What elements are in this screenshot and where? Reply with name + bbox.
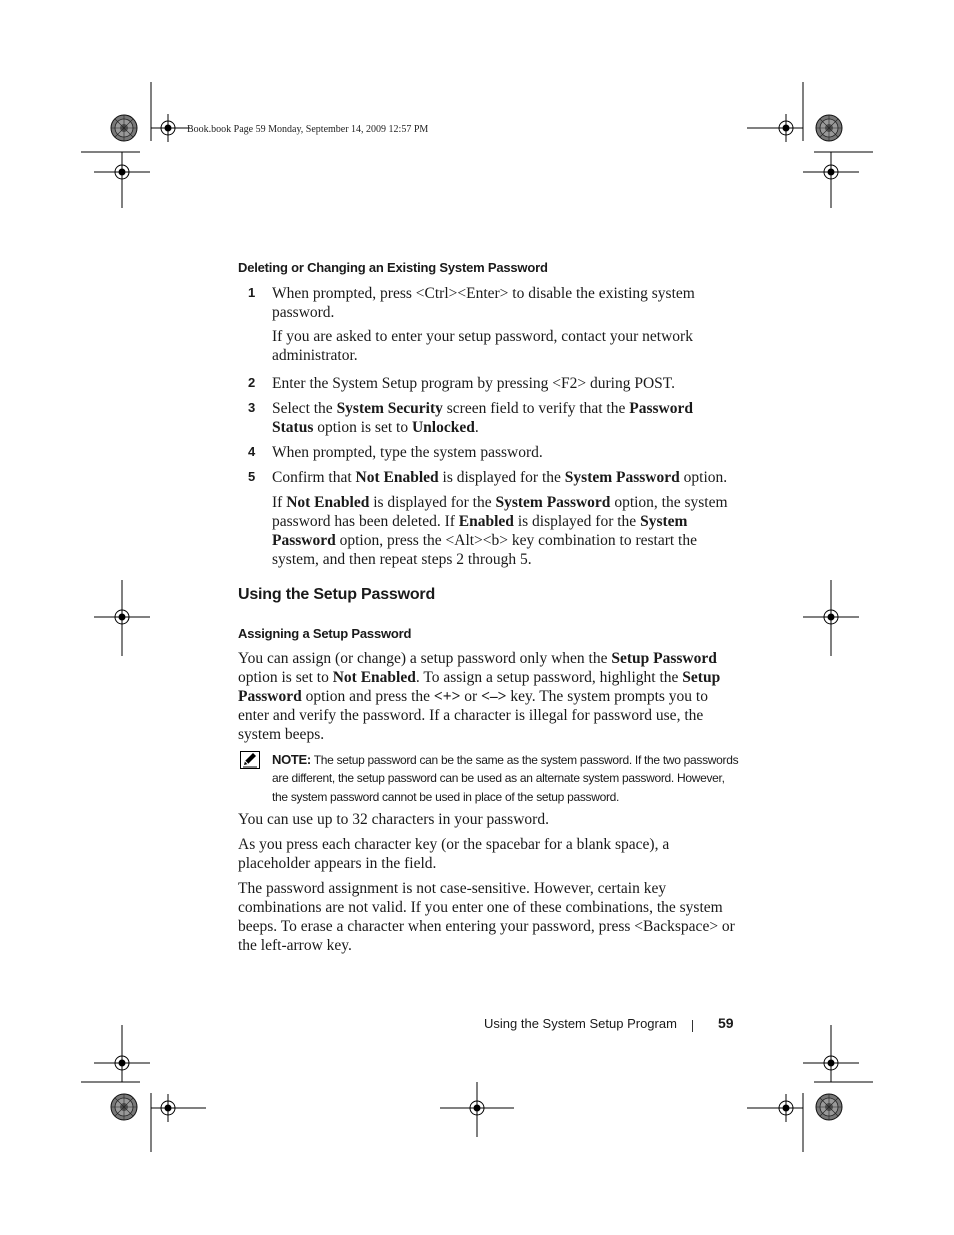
registration-star-icon — [816, 115, 842, 141]
paragraph-assign: You can assign (or change) a setup password only when the Setup Password option is set to Not Enabled. To assign a setup password, highlight the Setup Password option and press the <+> or <–> key. The system prompts you to enter and verify the password. If a character is illegal for password use, the system beeps. — [238, 650, 721, 743]
ui-term: System Password — [495, 494, 611, 511]
note-text: NOTE: The setup password can be the same as the system password. If the two passwords are different, the setup password can be used as an alternate system password. However, the system password cannot be used in place of the setup password. — [272, 752, 739, 804]
step-text: Confirm that Not Enabled is displayed for the System Password option. — [272, 469, 728, 486]
ui-term: System Security — [336, 400, 443, 417]
ui-term: Password Status — [272, 400, 693, 436]
registration-target-icon — [108, 603, 136, 631]
ui-term: Setup Password — [611, 650, 717, 667]
step-number: 2 — [248, 375, 256, 390]
step-3 — [248, 399, 738, 437]
registration-target-icon — [817, 603, 845, 631]
footer-chapter-title: Using the System Setup Program — [484, 1016, 677, 1031]
paragraph-placeholder: As you press each character key (or the spacebar for a blank space), a placeholder appears in the field. — [238, 836, 670, 872]
footer-divider — [692, 1020, 693, 1032]
ui-term: Enabled — [458, 513, 514, 530]
step-5-followup: If Not Enabled is displayed for the System Password option, the system password has been deleted. If Enabled is displayed for the System Password option, press the <Alt><b> key combination to restart the system, and then repeat steps 2 through 5. — [272, 494, 728, 568]
ui-term: Not Enabled — [332, 669, 416, 686]
ui-term: Unlocked — [411, 419, 475, 436]
paragraph-length: You can use up to 32 characters in your password. — [238, 811, 549, 828]
registration-target-icon — [463, 1094, 491, 1122]
ui-term: Setup Password — [238, 669, 721, 705]
ui-term: Not Enabled — [286, 494, 370, 511]
registration-target-icon — [154, 1094, 182, 1122]
page-number: 59 — [718, 1015, 734, 1031]
ui-term: System Password — [564, 469, 680, 486]
registration-target-icon — [817, 1049, 845, 1077]
step-number: 4 — [248, 444, 256, 459]
registration-target-icon — [154, 114, 182, 142]
ui-term: System Password — [272, 513, 688, 549]
step-text: Select the System Security screen field to verify that the Password Status option is set to Unlocked. — [272, 400, 693, 436]
step-5 — [248, 468, 738, 487]
step-2 — [248, 374, 738, 393]
registration-target-icon — [772, 1094, 800, 1122]
subheading-assigning: Assigning a Setup Password — [238, 626, 412, 641]
section-heading-setup-password: Using the Setup Password — [238, 586, 436, 603]
step-1-followup: If you are asked to enter your setup password, contact your network administrator. — [272, 328, 693, 364]
step-4 — [248, 443, 738, 462]
step-text: Enter the System Setup program by pressing <F2> during POST. — [272, 375, 675, 392]
section-heading-deleting: Deleting or Changing an Existing System Password — [238, 260, 548, 275]
print-slug: Book.book Page 59 Monday, September 14, 2009 12:57 PM — [187, 124, 429, 135]
key-term: <+> — [433, 688, 461, 705]
step-number: 5 — [248, 469, 256, 484]
ui-term: Not Enabled — [355, 469, 439, 486]
step-1 — [248, 284, 738, 322]
registration-star-icon — [111, 115, 137, 141]
note-pencil-icon — [240, 751, 260, 769]
registration-target-icon — [772, 114, 800, 142]
step-text: When prompted, press <Ctrl><Enter> to disable the existing system password. — [272, 285, 695, 321]
step-number: 3 — [248, 400, 256, 415]
note-box — [238, 751, 743, 806]
registration-star-icon — [111, 1094, 137, 1120]
note-label: NOTE: — [272, 752, 311, 767]
registration-target-icon — [108, 1049, 136, 1077]
registration-star-icon — [816, 1094, 842, 1120]
step-number: 1 — [248, 285, 256, 300]
paragraph-case: The password assignment is not case-sensitive. However, certain key combinations are not valid. If you enter one of these combinations, the system beeps. To erase a character when entering your password, press <Backspace> or the left-arrow key. — [238, 880, 735, 954]
step-text: When prompted, type the system password. — [272, 444, 543, 461]
key-term: <–> — [481, 688, 507, 705]
